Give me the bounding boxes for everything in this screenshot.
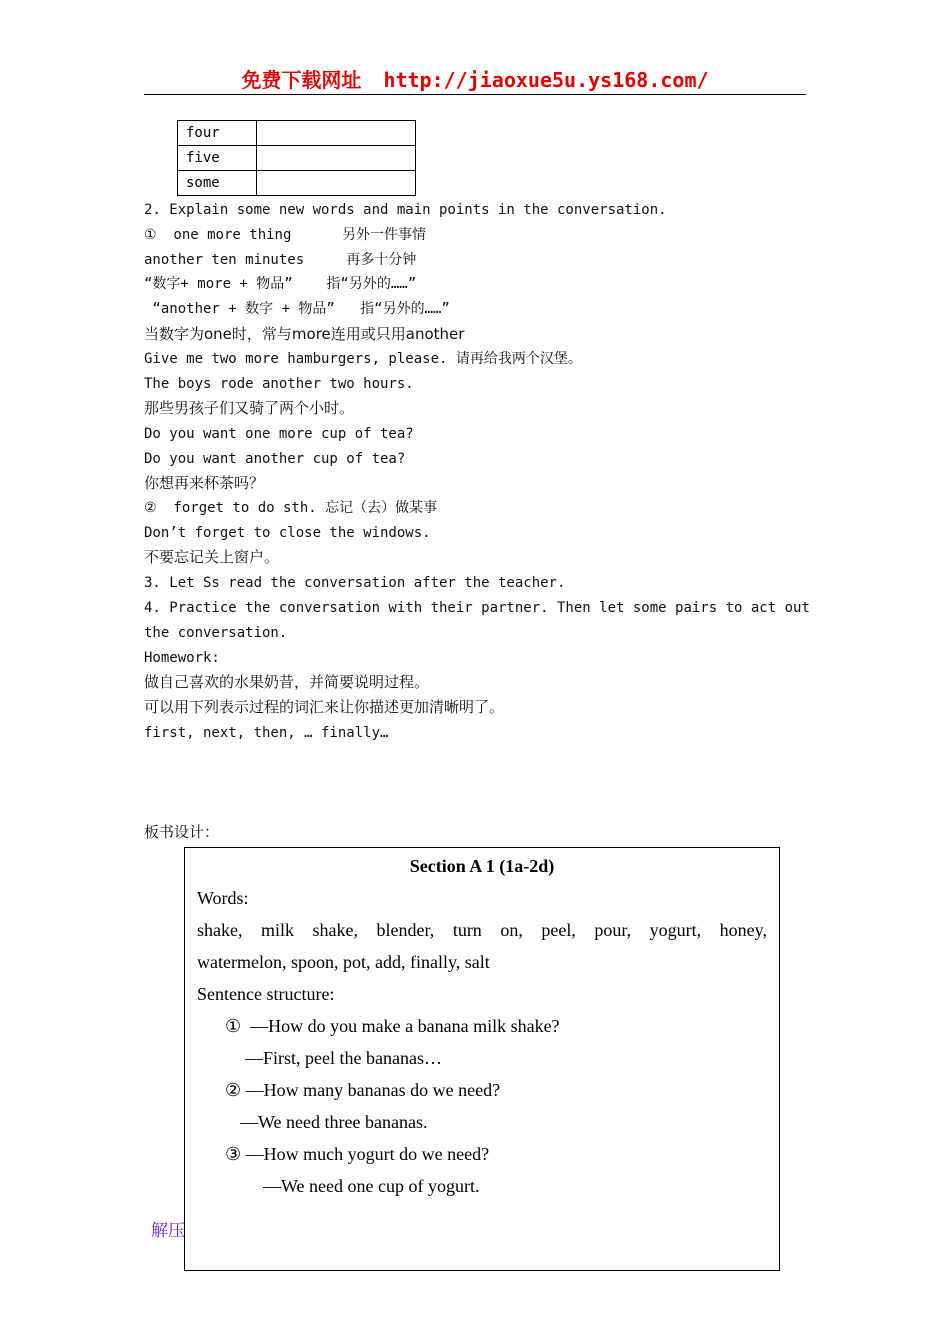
note-line: 当数字为one时，常与more连用或只用another [144, 325, 465, 343]
table-cell-word: some [178, 171, 257, 196]
word-item: milk [261, 920, 295, 940]
sentence-2-answer: —We need three bananas. [240, 1112, 428, 1132]
table-cell-word: four [178, 121, 257, 146]
word-list-line-2: watermelon, spoon, pot, add, finally, salt [197, 952, 490, 972]
example-line: Don’t forget to close the windows. [144, 525, 431, 541]
structure-label: Sentence structure: [197, 984, 335, 1004]
step-4-line-cont: the conversation. [144, 625, 288, 641]
table-row [178, 121, 416, 146]
step-4-line: 4. Practice the conversation with their partner. Then let some pairs to act out [144, 600, 810, 616]
header-url-link[interactable]: http://jiaoxue5u.ys168.com/ [383, 68, 709, 92]
pattern-line: “数字+ more + 物品” 指“另外的……” [144, 276, 417, 292]
word-item: turn [452, 920, 482, 940]
word-item: on, [500, 920, 523, 940]
homework-line: 做自己喜欢的水果奶昔，并简要说明过程。 [144, 673, 430, 691]
translation-line: 你想再来杯茶吗？ [144, 474, 265, 492]
point-2-line: ② forget to do sth. 忘记（去）做某事 [144, 500, 438, 516]
example-line: Give me two more hamburgers, please. 请再给我两个汉堡。 [144, 351, 582, 367]
step-3-line: 3. Let Ss read the conversation after the teacher. [144, 575, 566, 591]
table-cell-answer [257, 146, 416, 171]
word-table [177, 120, 416, 196]
sentence-2-question: ② —How many bananas do we need? [225, 1080, 501, 1100]
table-row [178, 146, 416, 171]
board-title: Section A 1 (1a-2d) [409, 856, 555, 876]
board-design-label: 板书设计： [144, 823, 220, 841]
step-2-heading: 2. Explain some new words and main points in the conversation. [144, 202, 667, 218]
word-list-line-1 [197, 919, 767, 941]
pattern-line: “another + 数字 + 物品” 指“另外的……” [144, 301, 450, 317]
table-cell-answer [257, 121, 416, 146]
homework-line: 可以用下列表示过程的词汇来让你描述更加清晰明了。 [144, 698, 505, 716]
table-cell-answer [257, 171, 416, 196]
site-name: 免费下载网址 [241, 68, 362, 92]
word-item: shake, [312, 920, 359, 940]
example-line: another ten minutes 再多十分钟 [144, 252, 417, 268]
word-item: blender, [376, 920, 435, 940]
page-header [144, 66, 806, 95]
point-1-line: ① one more thing 另外一件事情 [144, 227, 426, 243]
sentence-1-answer: —First, peel the bananas… [245, 1048, 442, 1068]
translation-line: 不要忘记关上窗户。 [144, 548, 280, 566]
sentence-3-answer: —We need one cup of yogurt. [263, 1176, 480, 1196]
sequence-words-line: first, next, then, … finally… [144, 725, 389, 741]
word-item: shake, [197, 920, 243, 940]
example-line: The boys rode another two hours. [144, 376, 414, 392]
sentence-3-question: ③ —How much yogurt do we need? [225, 1144, 490, 1164]
words-label: Words: [197, 888, 249, 908]
word-item: pour, [594, 920, 632, 940]
word-item: yogurt, [649, 920, 702, 940]
sentence-1-question: ① —How do you make a banana milk shake? [225, 1016, 560, 1036]
homework-label: Homework: [144, 650, 220, 666]
word-item: peel, [541, 920, 576, 940]
example-line: Do you want one more cup of tea? [144, 426, 414, 442]
table-row [178, 171, 416, 196]
table-cell-word: five [178, 146, 257, 171]
overlap-text: 解压 [151, 1221, 185, 1241]
example-line: Do you want another cup of tea? [144, 451, 406, 467]
translation-line: 那些男孩子们又骑了两个小时。 [144, 399, 355, 417]
word-item: honey, [719, 920, 767, 940]
board-design-box [184, 847, 780, 1271]
